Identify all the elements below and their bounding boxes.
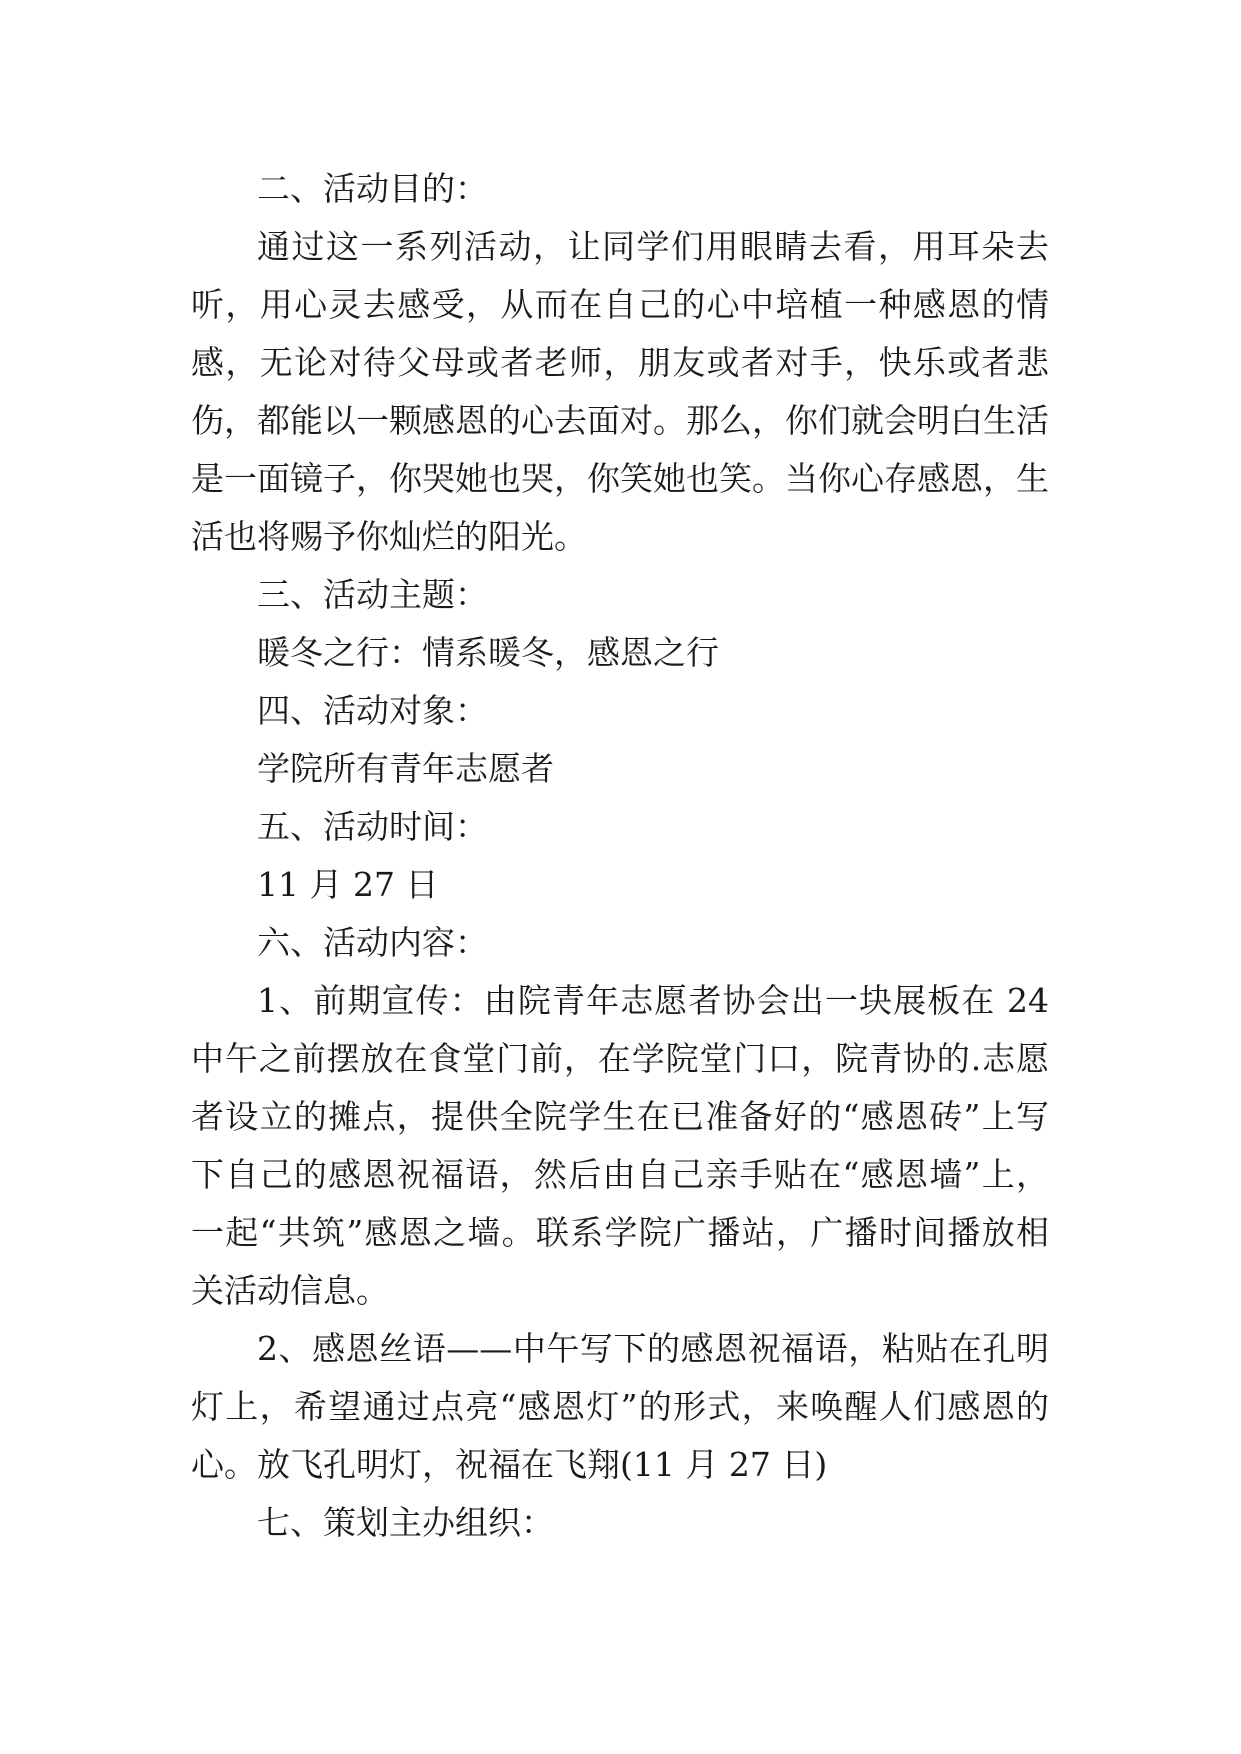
paragraph-content-item-2: 2、感恩丝语——中午写下的感恩祝福语，粘贴在孔明灯上，希望通过点亮“感恩灯”的形式，来唤醒人们感恩的心。放飞孔明灯，祝福在飞翔(11 月 27 日) <box>191 1329 1049 1484</box>
paragraph-activity-target: 学院所有青年志愿者 <box>257 749 554 788</box>
paragraph-activity-theme: 暖冬之行：情系暖冬，感恩之行 <box>257 633 719 672</box>
paragraph-activity-purpose: 通过这一系列活动，让同学们用眼睛去看，用耳朵去听，用心灵去感受，从而在自己的心中培植一种感恩的情感，无论对待父母或者老师，朋友或者对手，快乐或者悲伤，都能以一颗感恩的心去面对。那么，你们就会明白生活是一面镜子，你哭她也哭，你笑她也笑。当你心存感恩，生活也将赐予你灿烂的阳光。 <box>191 227 1049 556</box>
heading-activity-content: 六、活动内容： <box>257 923 488 962</box>
paragraph-content-item-1: 1、前期宣传：由院青年志愿者协会出一块展板在 24 中午之前摆放在食堂门前，在学院堂门口，院青协的.志愿者设立的摊点，提供全院学生在已准备好的“感恩砖”上写下自己的感恩祝福语，然后由自己亲手贴在“感恩墙”上，一起“共筑”感恩之墙。联系学院广播站，广播时间播放相关活动信息。 <box>191 981 1049 1310</box>
heading-activity-time: 五、活动时间： <box>257 807 488 846</box>
heading-organizer: 七、策划主办组织： <box>257 1503 554 1542</box>
heading-activity-theme: 三、活动主题： <box>257 575 488 614</box>
paragraph-activity-time: 11 月 27 日 <box>257 865 439 904</box>
heading-activity-purpose: 二、活动目的： <box>257 169 488 208</box>
document-body <box>191 160 1049 1552</box>
heading-activity-target: 四、活动对象： <box>257 691 488 730</box>
